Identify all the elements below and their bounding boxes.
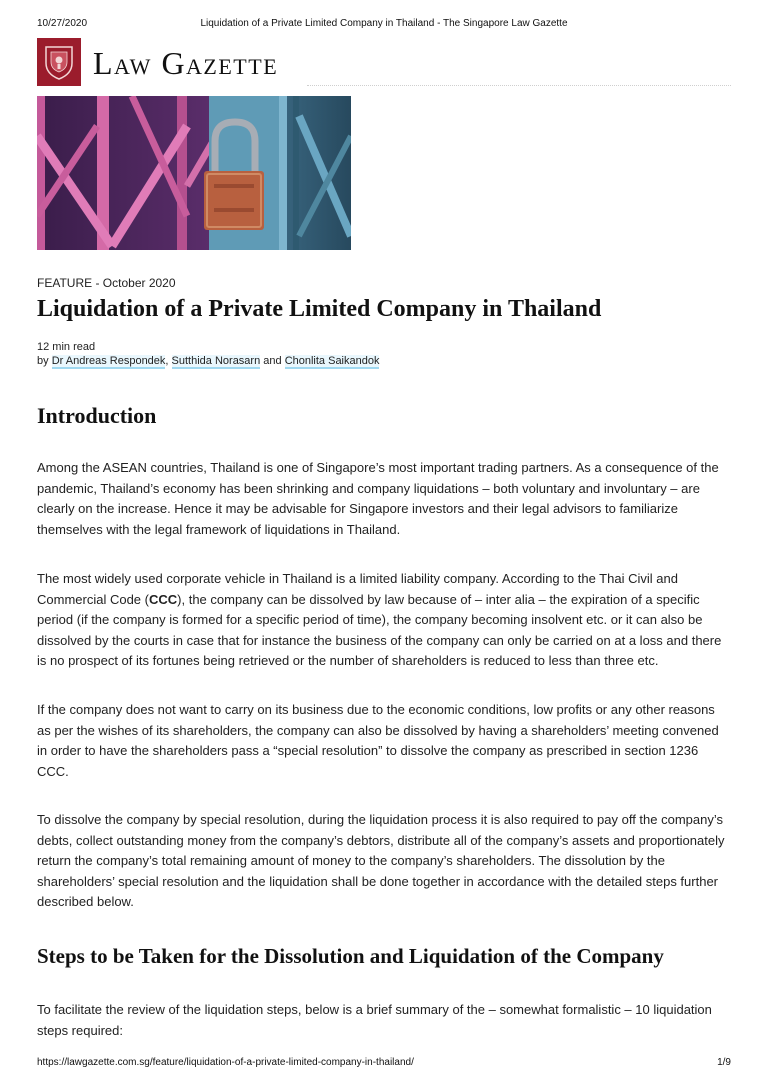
read-time: 12 min read [37,341,96,353]
byline-prefix: by [37,355,52,367]
meta-separator: - [92,276,103,290]
paragraph-4: To dissolve the company by special resolution, during the liquidation process it is also required to pay off the company’s debts, collect outstanding money from the company’s debtors, distribute all of the company’s assets and proportionately return the company’s total remaining amount of money to the company’s shareholders. The dissolution by the shareholders’ special resolution and the liquidation shall be done together in accordance with the detailed steps further described below. [37,812,725,909]
brand-wordmark[interactable]: Law Gazette [93,45,279,81]
article-meta [37,276,176,290]
page-url: https://lawgazette.com.sg/feature/liquidation-of-a-private-limited-company-in-thailand/ [37,1057,414,1068]
article-date: October 2020 [102,276,176,290]
byline-comma: , [165,355,172,367]
author-link-respondek[interactable]: Dr Andreas Respondek [51,355,166,367]
law-society-crest-icon[interactable] [37,38,81,86]
byline [37,355,379,367]
print-page-title: Liquidation of a Private Limited Company in Thailand - The Singapore Law Gazette [200,18,568,29]
page-number: 1/9 [717,1057,731,1068]
masthead-divider [307,85,731,86]
paragraph-3: If the company does not want to carry on its business due to the economic conditions, low profits or any other reasons as per the wishes of its shareholders, the company can also be dissolved by having a shareholders’ meeting convened in order to have the shareholders pass a “special resolution” to dissolve the company as prescribed in section 1236 CCC. [37,702,719,779]
author-link-norasarn[interactable]: Sutthida Norasarn [171,355,261,367]
paragraph-1: Among the ASEAN countries, Thailand is one of Singapore’s most important trading partners. As a consequence of the pandemic, Thailand’s economy has been shrinking and company liquidations – both voluntary and involuntary – are clearly on the increase. Hence it may be advisable for Singapore investors and their legal advisors to familiarize themselves with the legal framework of liquidations in Thailand. [37,460,719,537]
hero-image-padlock [37,96,351,250]
masthead [37,37,731,89]
paragraph-2-part-c: ), the company can be dissolved by law because of – inter alia – the expiration of a specific period (if the company is formed for a specific period of time), the company becoming insolvent etc. or it can also be dissolved by the courts in case that for instance the business of the company can only be carried on at a loss and there is no prospect of its fortunes being retrieved or the number of shareholders is reduced to less than three etc. [37,591,722,668]
article-category[interactable]: FEATURE [37,276,93,290]
ccc-abbreviation: CCC [148,591,178,607]
print-date: 10/27/2020 [37,18,88,29]
byline-and: and [260,355,285,367]
paragraph-2-part-a: The most widely used corporate vehicle in Thailand is a limited liability company. According to the Thai Civil and Commercial Code ( [37,571,678,607]
author-link-saikandok[interactable]: Chonlita Saikandok [284,355,380,367]
article-title: Liquidation of a Private Limited Company in Thailand [37,296,602,322]
paragraph-2 [37,569,731,672]
paragraph-5: To facilitate the review of the liquidation steps, below is a brief summary of the – somewhat formalistic – 10 liquidation steps required: [37,1002,712,1038]
section-heading-introduction: Introduction [37,403,157,428]
section-heading-steps: Steps to be Taken for the Dissolution and Liquidation of the Company [37,944,664,968]
